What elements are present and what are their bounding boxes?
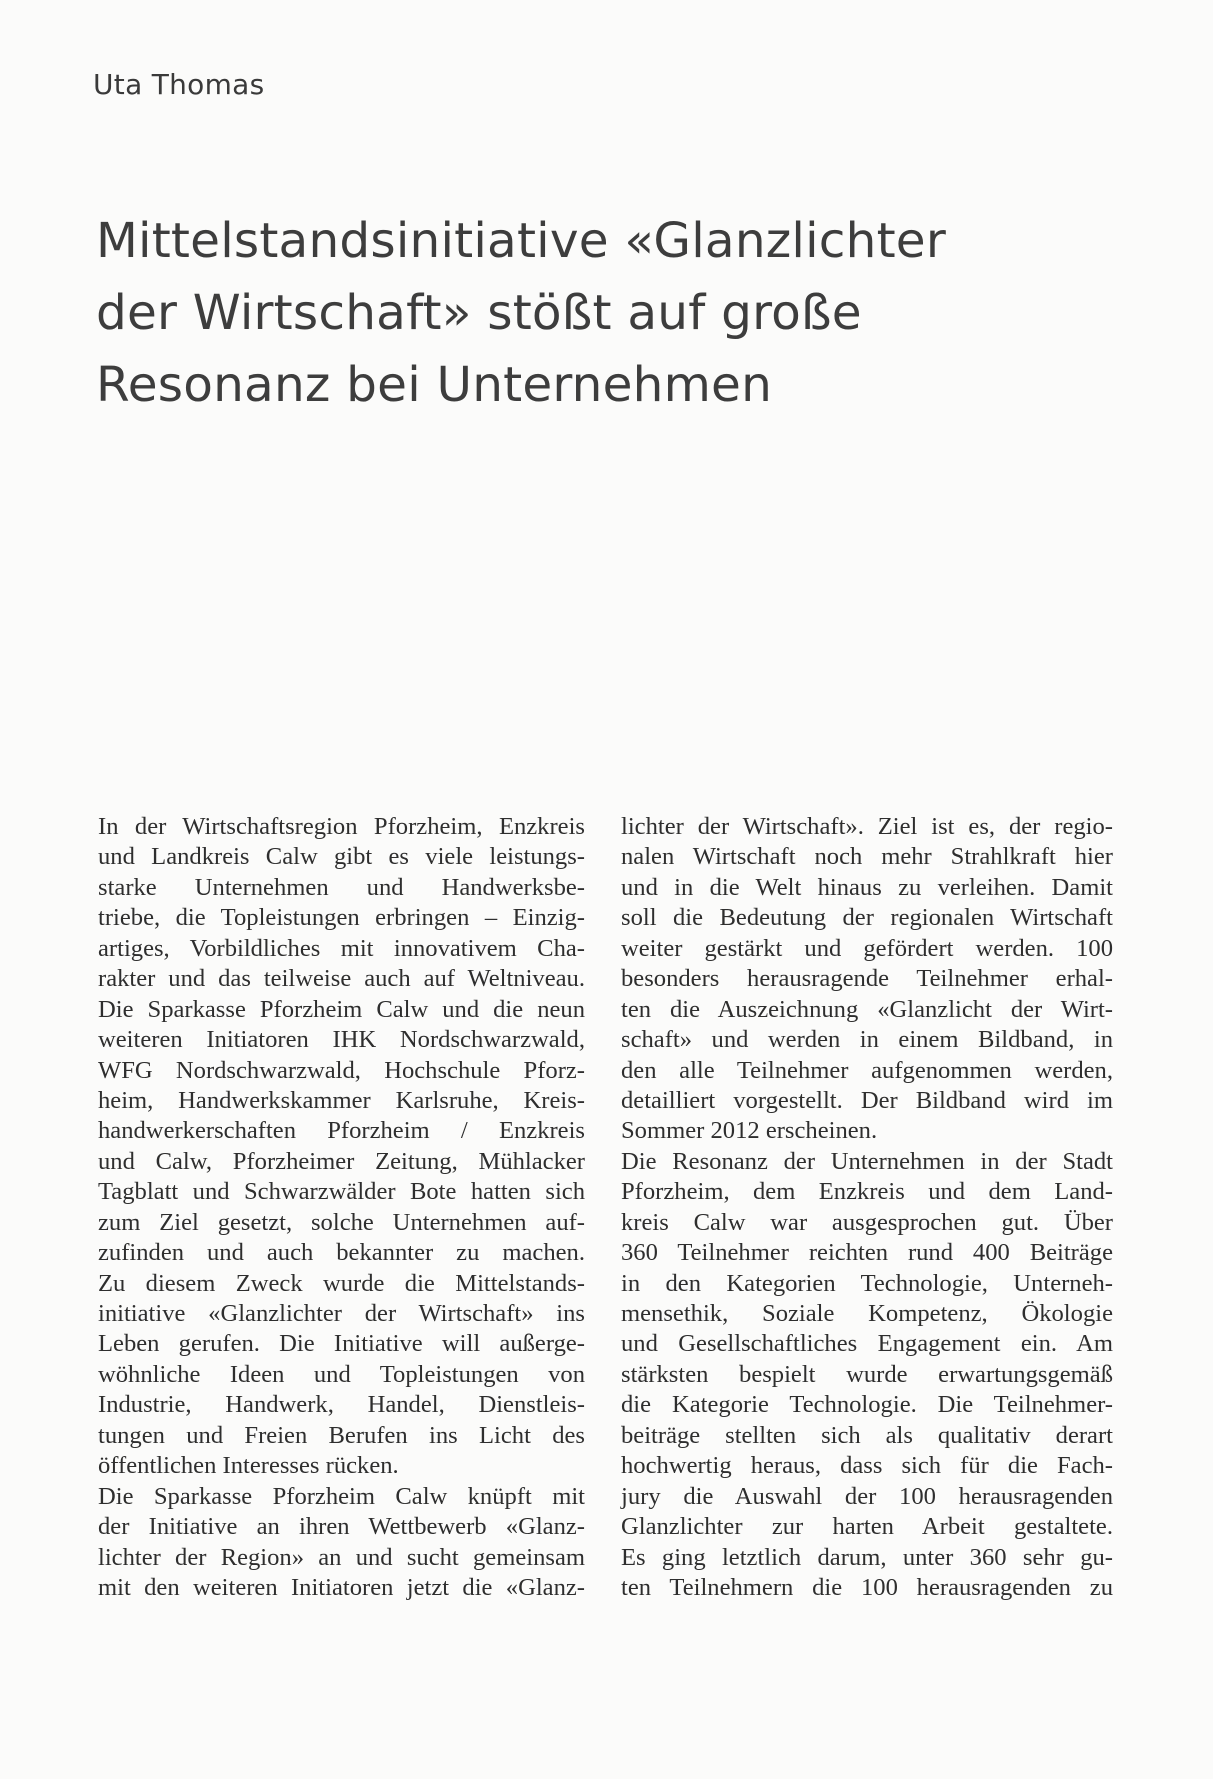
text-line: rakter und das teilweise auch auf Weltniveau.: [98, 965, 585, 993]
text-line: besonders herausragende Teilnehmer erhal-: [621, 965, 1113, 993]
text-line: handwerkerschaften Pforzheim / Enzkreis: [98, 1117, 585, 1145]
text-line: hochwertig heraus, dass sich für die Fach-: [621, 1452, 1113, 1480]
text-line: Die Resonanz der Unternehmen in der Stadt: [621, 1147, 1113, 1175]
paragraph: [98, 812, 585, 1482]
text-line: ten die Auszeichnung «Glanzlicht der Wirt-: [621, 995, 1113, 1023]
text-line: Leben gerufen. Die Initiative will außerge-: [98, 1330, 585, 1358]
text-line: tungen und Freien Berufen ins Licht des: [98, 1421, 585, 1449]
text-line: weiter gestärkt und gefördert werden. 100: [621, 934, 1113, 962]
text-line: Es ging letztlich darum, unter 360 sehr gu-: [621, 1543, 1113, 1571]
text-line: schaft» und werden in einem Bildband, in: [621, 1026, 1113, 1054]
text-line: beiträge stellten sich als qualitativ derart: [621, 1421, 1113, 1449]
text-line: wöhnliche Ideen und Topleistungen von: [98, 1360, 585, 1388]
text-line: der Initiative an ihren Wettbewerb «Glanz-: [98, 1513, 585, 1541]
text-line: 360 Teilnehmer reichten rund 400 Beiträge: [621, 1239, 1113, 1267]
text-line: öffentlichen Interesses rücken.: [98, 1452, 399, 1480]
right-text-column: [621, 812, 1113, 1603]
text-line: artiges, Vorbildliches mit innovativem Cha-: [98, 934, 585, 962]
text-line: nalen Wirtschaft noch mehr Strahlkraft hier: [621, 843, 1113, 871]
text-line: lichter der Wirtschaft». Ziel ist es, der regio-: [621, 813, 1113, 840]
text-line: starke Unternehmen und Handwerksbe-: [98, 873, 585, 901]
article-title: [96, 205, 1096, 421]
text-line: kreis Calw war ausgesprochen gut. Über: [621, 1208, 1113, 1236]
text-line: WFG Nordschwarzwald, Hochschule Pforz-: [98, 1056, 585, 1084]
text-line: weiteren Initiatoren IHK Nordschwarzwald,: [98, 1026, 585, 1054]
text-line: den alle Teilnehmer aufgenommen werden,: [621, 1056, 1113, 1084]
text-line: stärksten bespielt wurde erwartungsgemäß: [621, 1360, 1113, 1388]
text-line: ten Teilnehmern die 100 herausragenden zu: [621, 1573, 1113, 1601]
text-line: heim, Handwerkskammer Karlsruhe, Kreis-: [98, 1086, 585, 1114]
text-line: Zu diesem Zweck wurde die Mittelstands-: [98, 1269, 585, 1297]
text-line: Die Sparkasse Pforzheim Calw und die neun: [98, 995, 585, 1023]
text-line: und in die Welt hinaus zu verleihen. Damit: [621, 873, 1113, 901]
title-line: Resonanz bei Unternehmen: [96, 357, 773, 413]
text-line: jury die Auswahl der 100 herausragenden: [621, 1482, 1113, 1510]
text-line: und Landkreis Calw gibt es viele leistungs-: [98, 843, 585, 871]
text-line: Industrie, Handwerk, Handel, Dienstleis-: [98, 1391, 585, 1419]
text-line: mensethik, Soziale Kompetenz, Ökologie: [621, 1300, 1113, 1327]
paragraph: [621, 812, 1113, 1147]
author-name: Uta Thomas: [93, 68, 265, 101]
title-line: Mittelstandsinitiative «Glanzlichter: [96, 213, 946, 269]
paragraph: [621, 1147, 1113, 1604]
text-line: In der Wirtschaftsregion Pforzheim, Enzkreis: [98, 813, 585, 840]
text-line: initiative «Glanzlichter der Wirtschaft» ins: [98, 1300, 585, 1327]
text-line: in den Kategorien Technologie, Unterneh-: [621, 1269, 1113, 1297]
text-line: zum Ziel gesetzt, solche Unternehmen auf-: [98, 1208, 585, 1236]
text-line: mit den weiteren Initiatoren jetzt die «Glanz-: [98, 1573, 585, 1601]
title-line: der Wirtschaft» stößt auf große: [96, 285, 862, 341]
text-line: detailliert vorgestellt. Der Bildband wird im: [621, 1086, 1113, 1114]
text-line: lichter der Region» an und sucht gemeinsam: [98, 1543, 585, 1571]
text-line: die Kategorie Technologie. Die Teilnehmer-: [621, 1391, 1113, 1419]
text-line: und Gesellschaftliches Engagement ein. Am: [621, 1330, 1113, 1358]
text-line: Sommer 2012 erscheinen.: [621, 1117, 878, 1145]
paragraph: [98, 1482, 585, 1604]
text-line: Pforzheim, dem Enzkreis und dem Land-: [621, 1178, 1113, 1206]
left-text-column: [98, 812, 585, 1603]
text-line: zufinden und auch bekannter zu machen.: [98, 1239, 585, 1267]
text-line: Glanzlichter zur harten Arbeit gestaltete.: [621, 1513, 1113, 1541]
text-line: und Calw, Pforzheimer Zeitung, Mühlacker: [98, 1147, 585, 1175]
text-line: Tagblatt und Schwarzwälder Bote hatten sich: [98, 1178, 585, 1206]
text-line: triebe, die Topleistungen erbringen – Einzig-: [98, 904, 585, 932]
text-line: soll die Bedeutung der regionalen Wirtschaft: [621, 904, 1113, 932]
text-line: Die Sparkasse Pforzheim Calw knüpft mit: [98, 1482, 585, 1510]
